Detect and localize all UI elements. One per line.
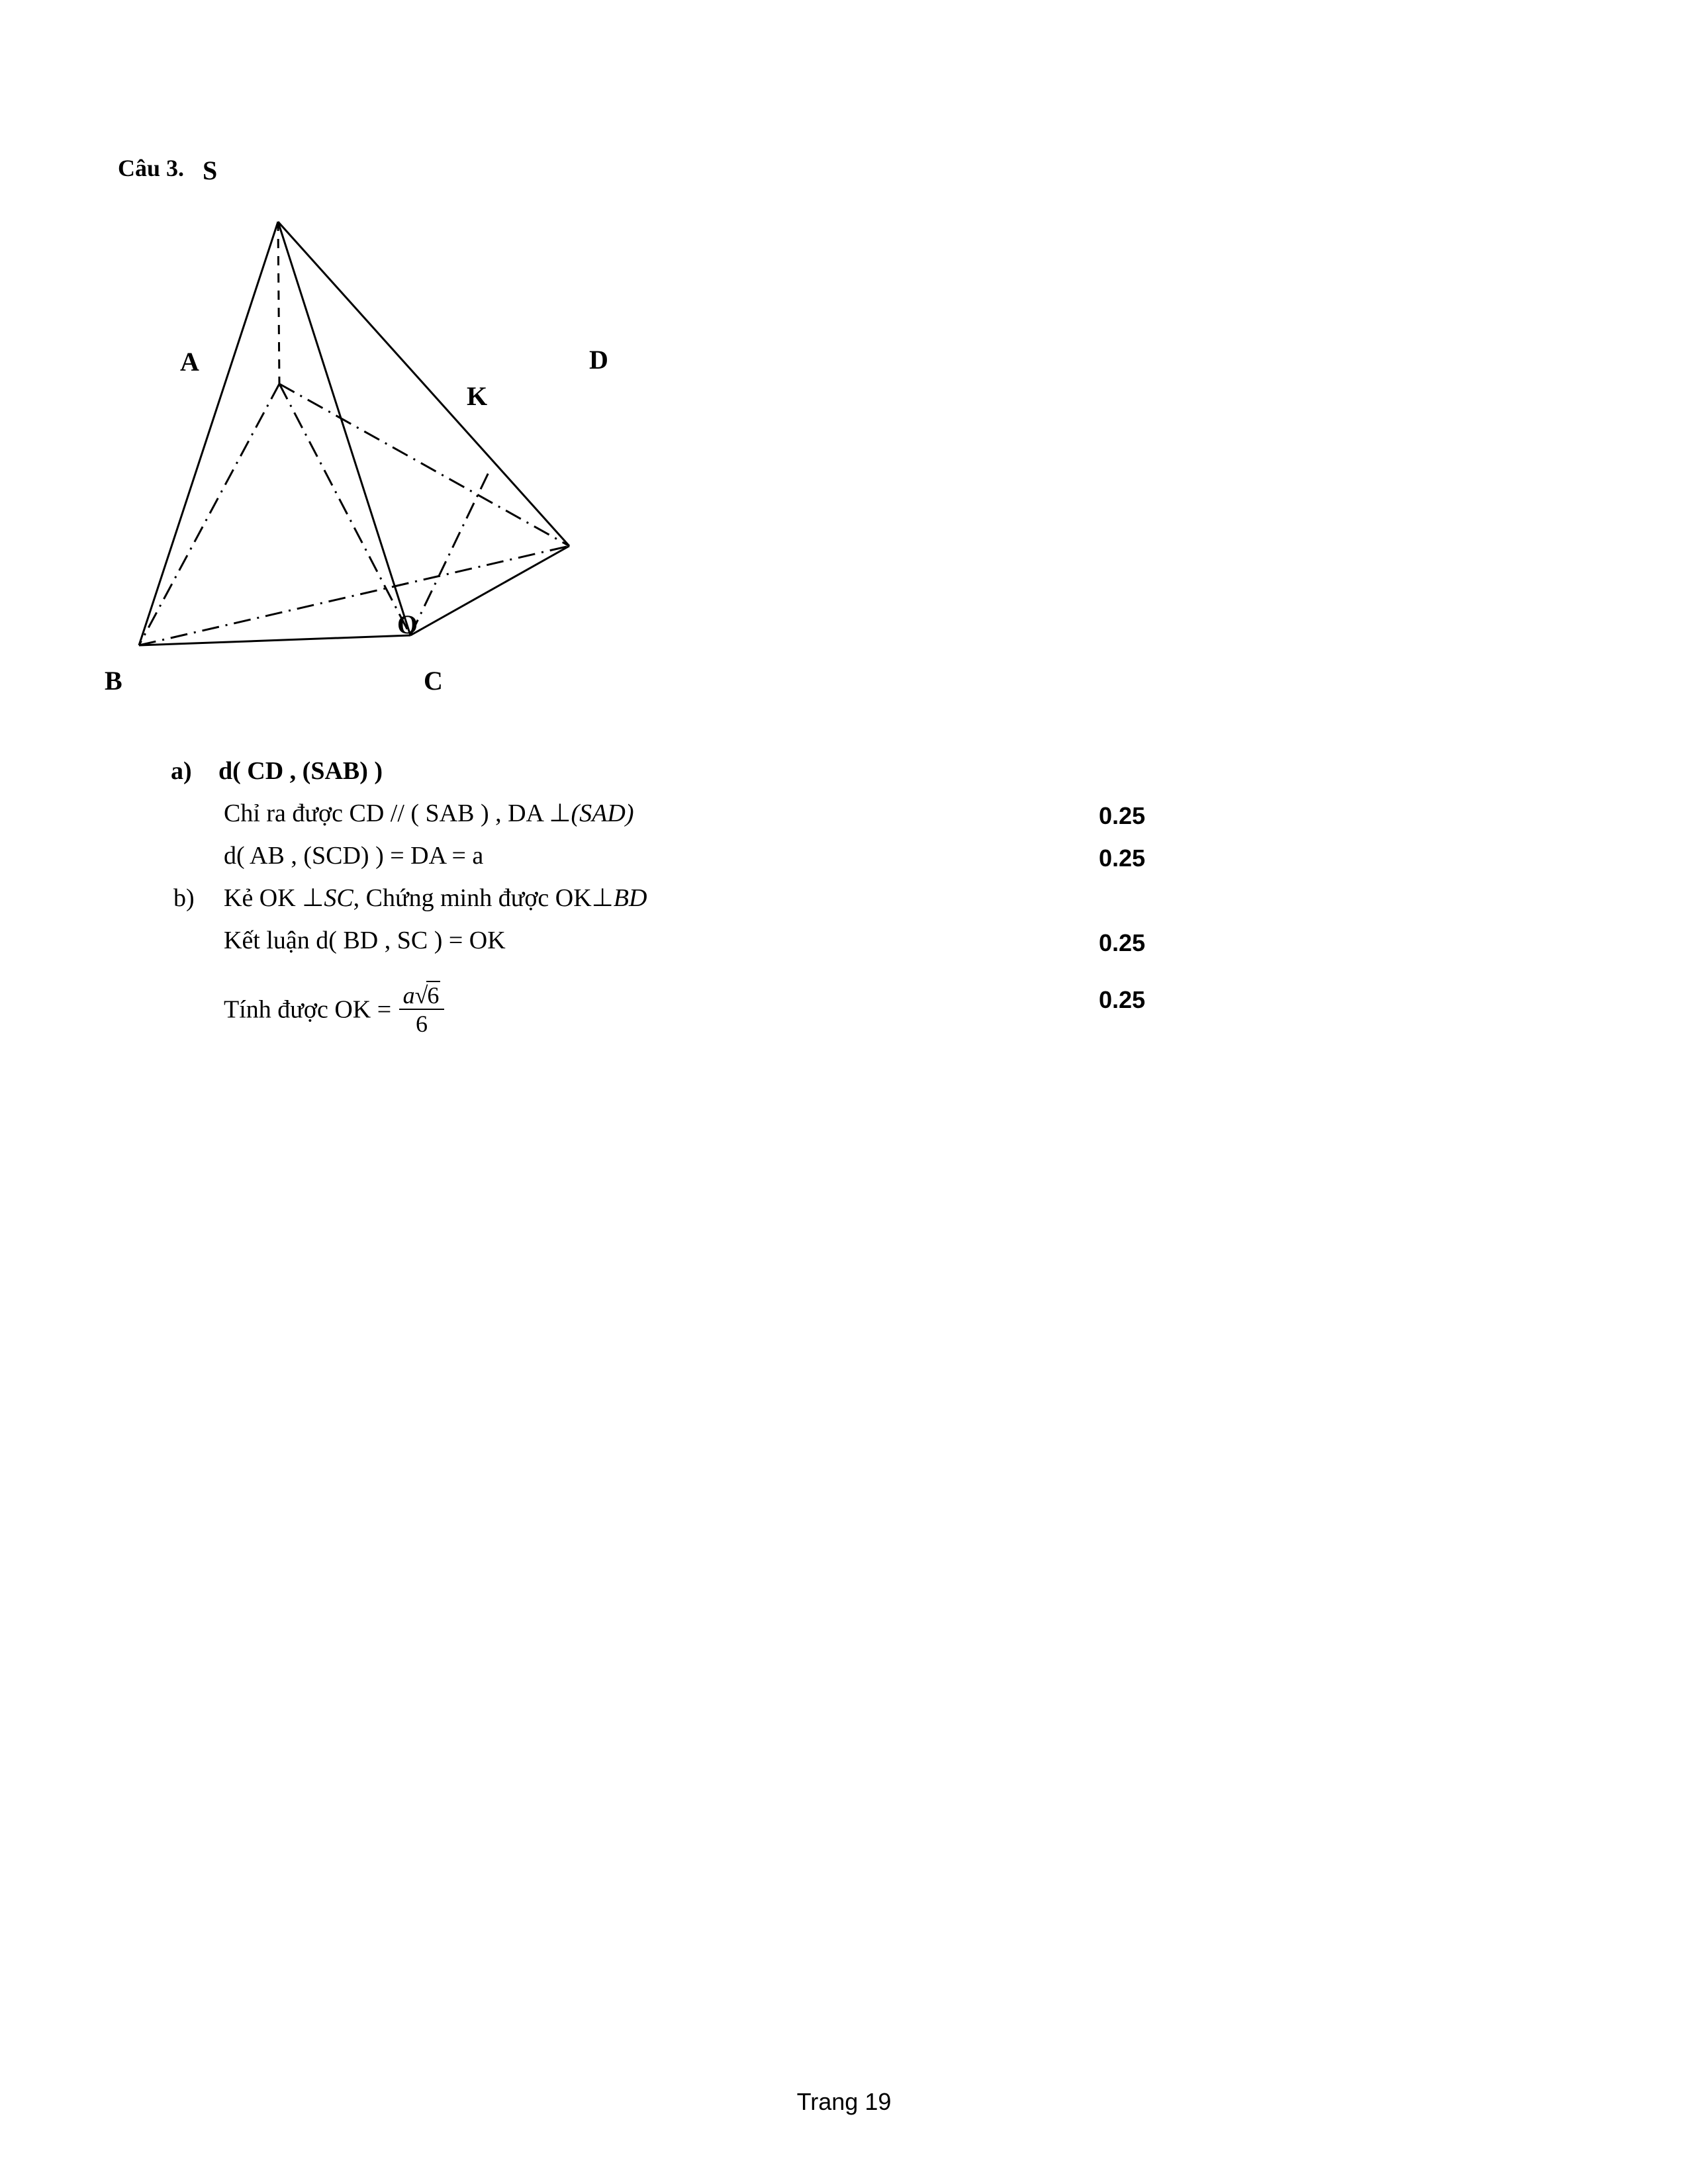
edge-sc (278, 222, 410, 635)
part-a-line2-text: d( AB , (SCD) ) = DA = a (224, 842, 484, 870)
score-b3: 0.25 (1099, 986, 1146, 1013)
page-number-text: Trang 19 (796, 2088, 892, 2115)
solution-row-b2 (0, 924, 1688, 966)
fraction-ok (399, 983, 445, 1037)
part-b-line1-bd: BD (613, 884, 647, 912)
diagonal-bd (139, 546, 569, 645)
edge-sa-hidden (278, 222, 279, 384)
perp-symbol-a1: ⊥ (549, 799, 571, 827)
vertex-label-c: C (424, 666, 443, 696)
fraction-numerator: a√6 (402, 982, 440, 1009)
solution-row-a-heading (0, 754, 1688, 797)
vertex-label-s: S (203, 156, 218, 185)
edge-ad-hidden (279, 384, 569, 546)
part-a-line1-main: Chỉ ra được CD // ( SAB ) , DA (224, 799, 549, 827)
part-b-line1-sc: SC (324, 884, 353, 912)
solution-row-b3 (0, 966, 1688, 1039)
part-a-line1-text (224, 801, 633, 826)
score-a1: 0.25 (1099, 802, 1146, 829)
part-a-line1-tail: (SAD) (571, 799, 634, 827)
edge-ab-hidden (139, 384, 279, 645)
part-b-line1-text (224, 886, 647, 911)
score-b2: 0.25 (1099, 929, 1146, 956)
part-a-marker: a) (171, 757, 192, 785)
part-b-marker: b) (173, 884, 195, 912)
part-b-line3-text (224, 982, 445, 1038)
page-footer (0, 2088, 1688, 2116)
vertex-label-k: K (467, 381, 488, 411)
score-a2: 0.25 (1099, 844, 1146, 872)
solution-row-a1 (0, 797, 1688, 839)
edge-cd (410, 546, 569, 635)
vertex-label-o: O (397, 610, 418, 639)
vertex-label-b: B (105, 666, 122, 696)
vertex-label-d: D (589, 345, 608, 375)
perp-symbol-b1b: ⊥ (591, 884, 614, 912)
part-b-line2-text: Kết luận d( BD , SC ) = OK (224, 927, 506, 954)
solution-row-b1 (0, 882, 1688, 924)
edge-sb (139, 222, 278, 645)
solution-row-a2 (0, 839, 1688, 882)
part-b-line1-pre: Kẻ OK (224, 884, 303, 912)
part-b-line3-main: Tính được OK = (224, 995, 398, 1024)
perp-symbol-b1a: ⊥ (302, 884, 324, 912)
question-label: Câu 3. (118, 155, 185, 181)
fraction-num-radicand: 6 (427, 982, 440, 1009)
edge-sd (278, 222, 569, 546)
solution-block (0, 754, 1688, 1039)
vertex-label-a: A (180, 347, 199, 377)
part-b-line1-mid: , Chứng minh được OK (353, 884, 592, 912)
pyramid-diagram (79, 159, 861, 735)
fraction-num-letter: a (402, 982, 415, 1009)
geometry-figure (79, 156, 861, 735)
part-a-heading: d( CD , (SAB) ) (218, 757, 383, 785)
fraction-denominator: 6 (416, 1010, 428, 1037)
